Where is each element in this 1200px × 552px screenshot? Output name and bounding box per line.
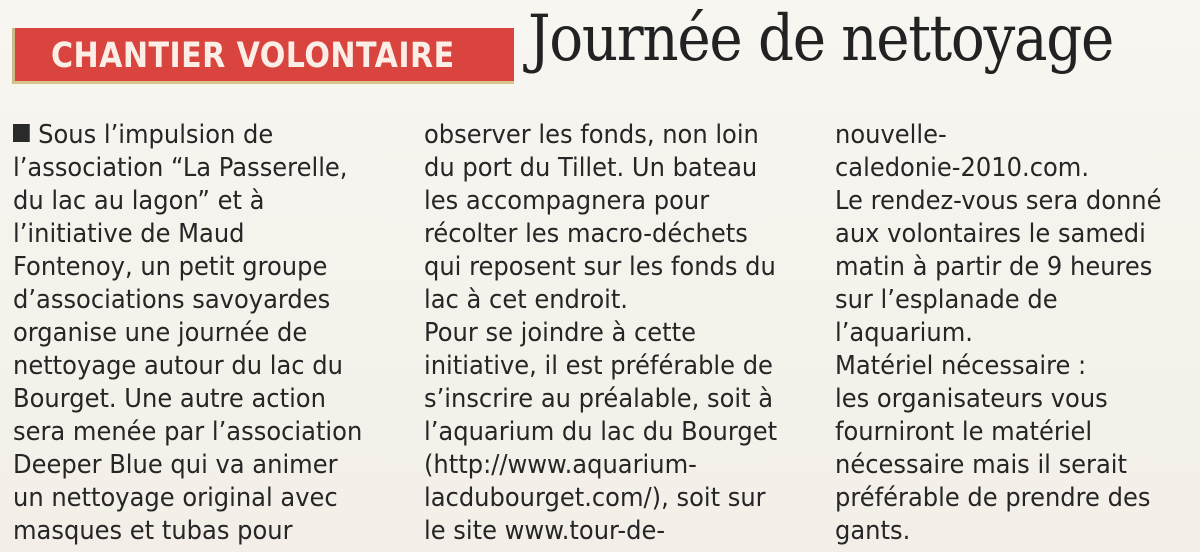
text-line: Le rendez-vous sera donné bbox=[835, 186, 1162, 216]
text-line: Matériel nécessaire : bbox=[835, 351, 1087, 381]
text-line: Sous l’impulsion de bbox=[13, 119, 362, 152]
article-column-1 bbox=[13, 119, 389, 548]
text-line: récolter les macro-déchets bbox=[424, 219, 748, 249]
text-line: sur l’esplanade de bbox=[835, 285, 1058, 315]
article-column-2 bbox=[424, 119, 804, 548]
text-line: nécessaire mais il serait bbox=[835, 450, 1128, 480]
text-line: Bourget. Une autre action bbox=[13, 384, 326, 414]
text-line: nouvelle- bbox=[835, 120, 947, 150]
text-line: caledonie-2010.com. bbox=[835, 153, 1090, 183]
text-line: observer les fonds, non loin bbox=[424, 120, 759, 150]
section-kicker: CHANTIER VOLONTAIRE bbox=[51, 36, 455, 76]
text-line: l’aquarium du lac du Bourget bbox=[424, 417, 778, 447]
square-bullet-icon bbox=[13, 124, 30, 142]
text-line: préférable de prendre des bbox=[835, 483, 1151, 513]
text-line: s’inscrire au préalable, soit à bbox=[424, 384, 774, 414]
text-line: gants. bbox=[835, 516, 911, 546]
text-line: le site www.tour-de- bbox=[424, 516, 666, 546]
text-line: initiative, il est préférable de bbox=[424, 351, 773, 381]
article-headline: Journée de nettoyage bbox=[528, 2, 1113, 76]
text-line: les organisateurs vous bbox=[835, 384, 1108, 414]
text-line: lacdubourget.com/), soit sur bbox=[424, 483, 766, 513]
text-line: masques et tubas pour bbox=[13, 516, 293, 546]
text-line: un nettoyage original avec bbox=[13, 483, 338, 513]
text-line: du lac au lagon” et à bbox=[13, 186, 265, 216]
text-line: Fontenoy, un petit groupe bbox=[13, 252, 328, 282]
text-line: fourniront le matériel bbox=[835, 417, 1093, 447]
text-line: du port du Tillet. Un bateau bbox=[424, 153, 758, 183]
article-column-3 bbox=[835, 119, 1186, 548]
text-line: Pour se joindre à cette bbox=[424, 318, 697, 348]
text-line: les accompagnera pour bbox=[424, 186, 710, 216]
text-line: sera menée par l’association bbox=[13, 417, 363, 447]
text-line: matin à partir de 9 heures bbox=[835, 252, 1153, 282]
text-line: l’aquarium. bbox=[835, 318, 973, 348]
text-line: nettoyage autour du lac du bbox=[13, 351, 343, 381]
text-line: lac à cet endroit. bbox=[424, 285, 629, 315]
text-line: Deeper Blue qui va animer bbox=[13, 450, 338, 480]
text-line: aux volontaires le samedi bbox=[835, 219, 1146, 249]
section-kicker-banner bbox=[12, 28, 514, 84]
text-line: l’association “La Passerelle, bbox=[13, 153, 348, 183]
text-line: d’associations savoyardes bbox=[13, 285, 331, 315]
text-line: (http://www.aquarium- bbox=[424, 450, 697, 480]
text-line: l’initiative de Maud bbox=[13, 219, 245, 249]
text-line: qui reposent sur les fonds du bbox=[424, 252, 776, 282]
text-line: organise une journée de bbox=[13, 318, 308, 348]
